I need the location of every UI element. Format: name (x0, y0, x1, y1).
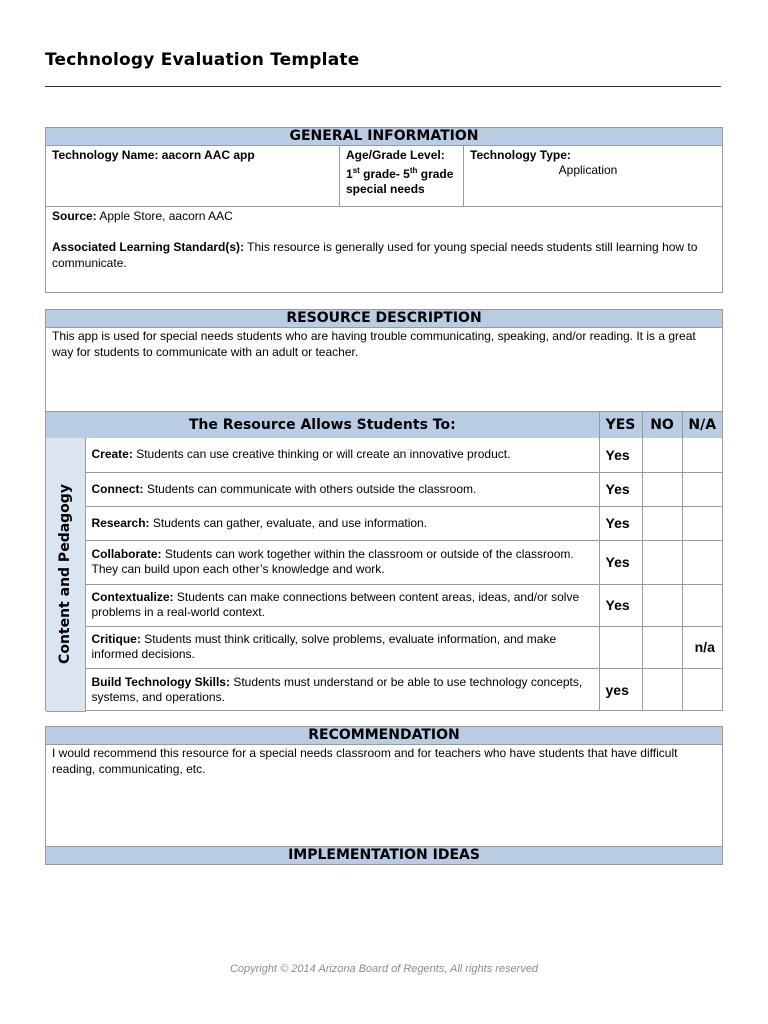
technology-name: Technology Name: aacorn AAC app (46, 146, 340, 206)
technology-type (464, 146, 722, 206)
criteria-description (85, 506, 599, 540)
criteria-text: Students can make connections between content areas, ideas, and/or solve problems in a real-world context. (91, 590, 580, 619)
criteria-text: Students can use creative thinking or will create an innovative product. (136, 447, 511, 462)
grade-description: grade special needs (346, 167, 454, 196)
criteria-term: Research: (91, 515, 150, 530)
source-label: Source: (52, 209, 97, 223)
technology-type-label: Technology Type: (470, 148, 571, 162)
resource-description-section (45, 309, 723, 711)
criteria-row (46, 584, 722, 626)
criteria-description (85, 626, 599, 668)
na-cell (682, 506, 722, 540)
general-info-row (46, 146, 722, 207)
criteria-row (46, 472, 722, 506)
general-information-header: GENERAL INFORMATION (46, 128, 722, 146)
allows-header: The Resource Allows Students To: (46, 412, 599, 438)
learning-standards (46, 239, 722, 271)
grade-start: 1 (346, 167, 353, 181)
criteria-row (46, 668, 722, 711)
content-pedagogy-sidebar (46, 438, 85, 711)
grade-level-label: Age/Grade Level: (346, 148, 445, 162)
yes-cell: Yes (599, 506, 642, 540)
na-cell (682, 668, 722, 711)
criteria-term: Collaborate: (91, 547, 162, 561)
no-cell (642, 506, 682, 540)
criteria-text: Students must understand or be able to use technology concepts, systems, and operations. (91, 674, 583, 704)
na-cell (682, 472, 722, 506)
criteria-description (85, 668, 599, 711)
general-information-section (45, 127, 723, 293)
no-cell (642, 584, 682, 626)
criteria-header-row (46, 412, 722, 438)
grade-end-suffix: th (409, 166, 418, 175)
grade-level (340, 146, 464, 206)
na-cell: n/a (682, 626, 722, 668)
criteria-row (46, 506, 722, 540)
recommendation-section (45, 726, 723, 865)
na-cell (682, 540, 722, 584)
no-column-header: NO (642, 412, 682, 438)
yes-cell: Yes (599, 472, 642, 506)
yes-cell: Yes (599, 540, 642, 584)
criteria-description (85, 540, 599, 584)
yes-cell (599, 626, 642, 668)
no-cell (642, 540, 682, 584)
recommendation-text: I would recommend this resource for a special needs classroom and for teachers who have students that have difficult reading, communicating, etc. (46, 745, 722, 847)
learning-standards-label: Associated Learning Standard(s): (52, 240, 245, 254)
criteria-term: Connect: (91, 481, 144, 496)
implementation-ideas-header: IMPLEMENTATION IDEAS (46, 847, 722, 864)
na-cell (682, 438, 722, 472)
grade-start-suffix: st (352, 166, 360, 175)
no-cell (642, 438, 682, 472)
criteria-text: Students can gather, evaluate, and use information. (152, 515, 428, 530)
criteria-description (85, 584, 599, 626)
source-value: Apple Store, aacorn AAC (99, 209, 233, 223)
yes-cell: Yes (599, 438, 642, 472)
grade-range: grade- 5 (359, 167, 410, 181)
learning-standards-value: This resource is generally used for young special needs students still learning how to communicate. (52, 240, 698, 270)
na-column-header: N/A (682, 412, 722, 438)
criteria-text: Students must think critically, solve problems, evaluate information, and make informed decisions. (91, 632, 557, 661)
criteria-term: Critique: (91, 632, 141, 646)
source-row (46, 207, 722, 239)
criteria-term: Build Technology Skills: (91, 674, 230, 689)
copyright-footer: Copyright © 2014 Arizona Board of Regents, All rights reserved (229, 963, 539, 975)
criteria-term: Contextualize: (91, 590, 174, 604)
no-cell (642, 626, 682, 668)
resource-description-header: RESOURCE DESCRIPTION (46, 310, 722, 328)
technology-type-value: Application (558, 163, 618, 177)
criteria-description (85, 472, 599, 506)
recommendation-header: RECOMMENDATION (46, 727, 722, 745)
title-rule (45, 86, 721, 87)
criteria-description (85, 438, 599, 472)
criteria-row (46, 540, 722, 584)
na-cell (682, 584, 722, 626)
criteria-text: Students can work together within the classroom or outside of the classroom. They can build upon each other’s knowledge and work. (91, 547, 574, 576)
resource-description-text: This app is used for special needs students who are having trouble communicating, speaking, and/or reading. It is a great way for students to communicate with an adult or teacher. (46, 328, 722, 412)
no-cell (642, 472, 682, 506)
yes-cell: yes (599, 668, 642, 711)
no-cell (642, 668, 682, 711)
criteria-table (46, 412, 722, 712)
yes-cell: Yes (599, 584, 642, 626)
content-pedagogy-label: Content and Pedagogy (57, 484, 74, 665)
criteria-term: Create: (91, 447, 133, 462)
document-title: Technology Evaluation Template (45, 50, 360, 70)
criteria-row (46, 626, 722, 668)
criteria-row (46, 438, 722, 472)
yes-column-header: YES (599, 412, 642, 438)
criteria-text: Students can communicate with others outside the classroom. (146, 481, 477, 496)
